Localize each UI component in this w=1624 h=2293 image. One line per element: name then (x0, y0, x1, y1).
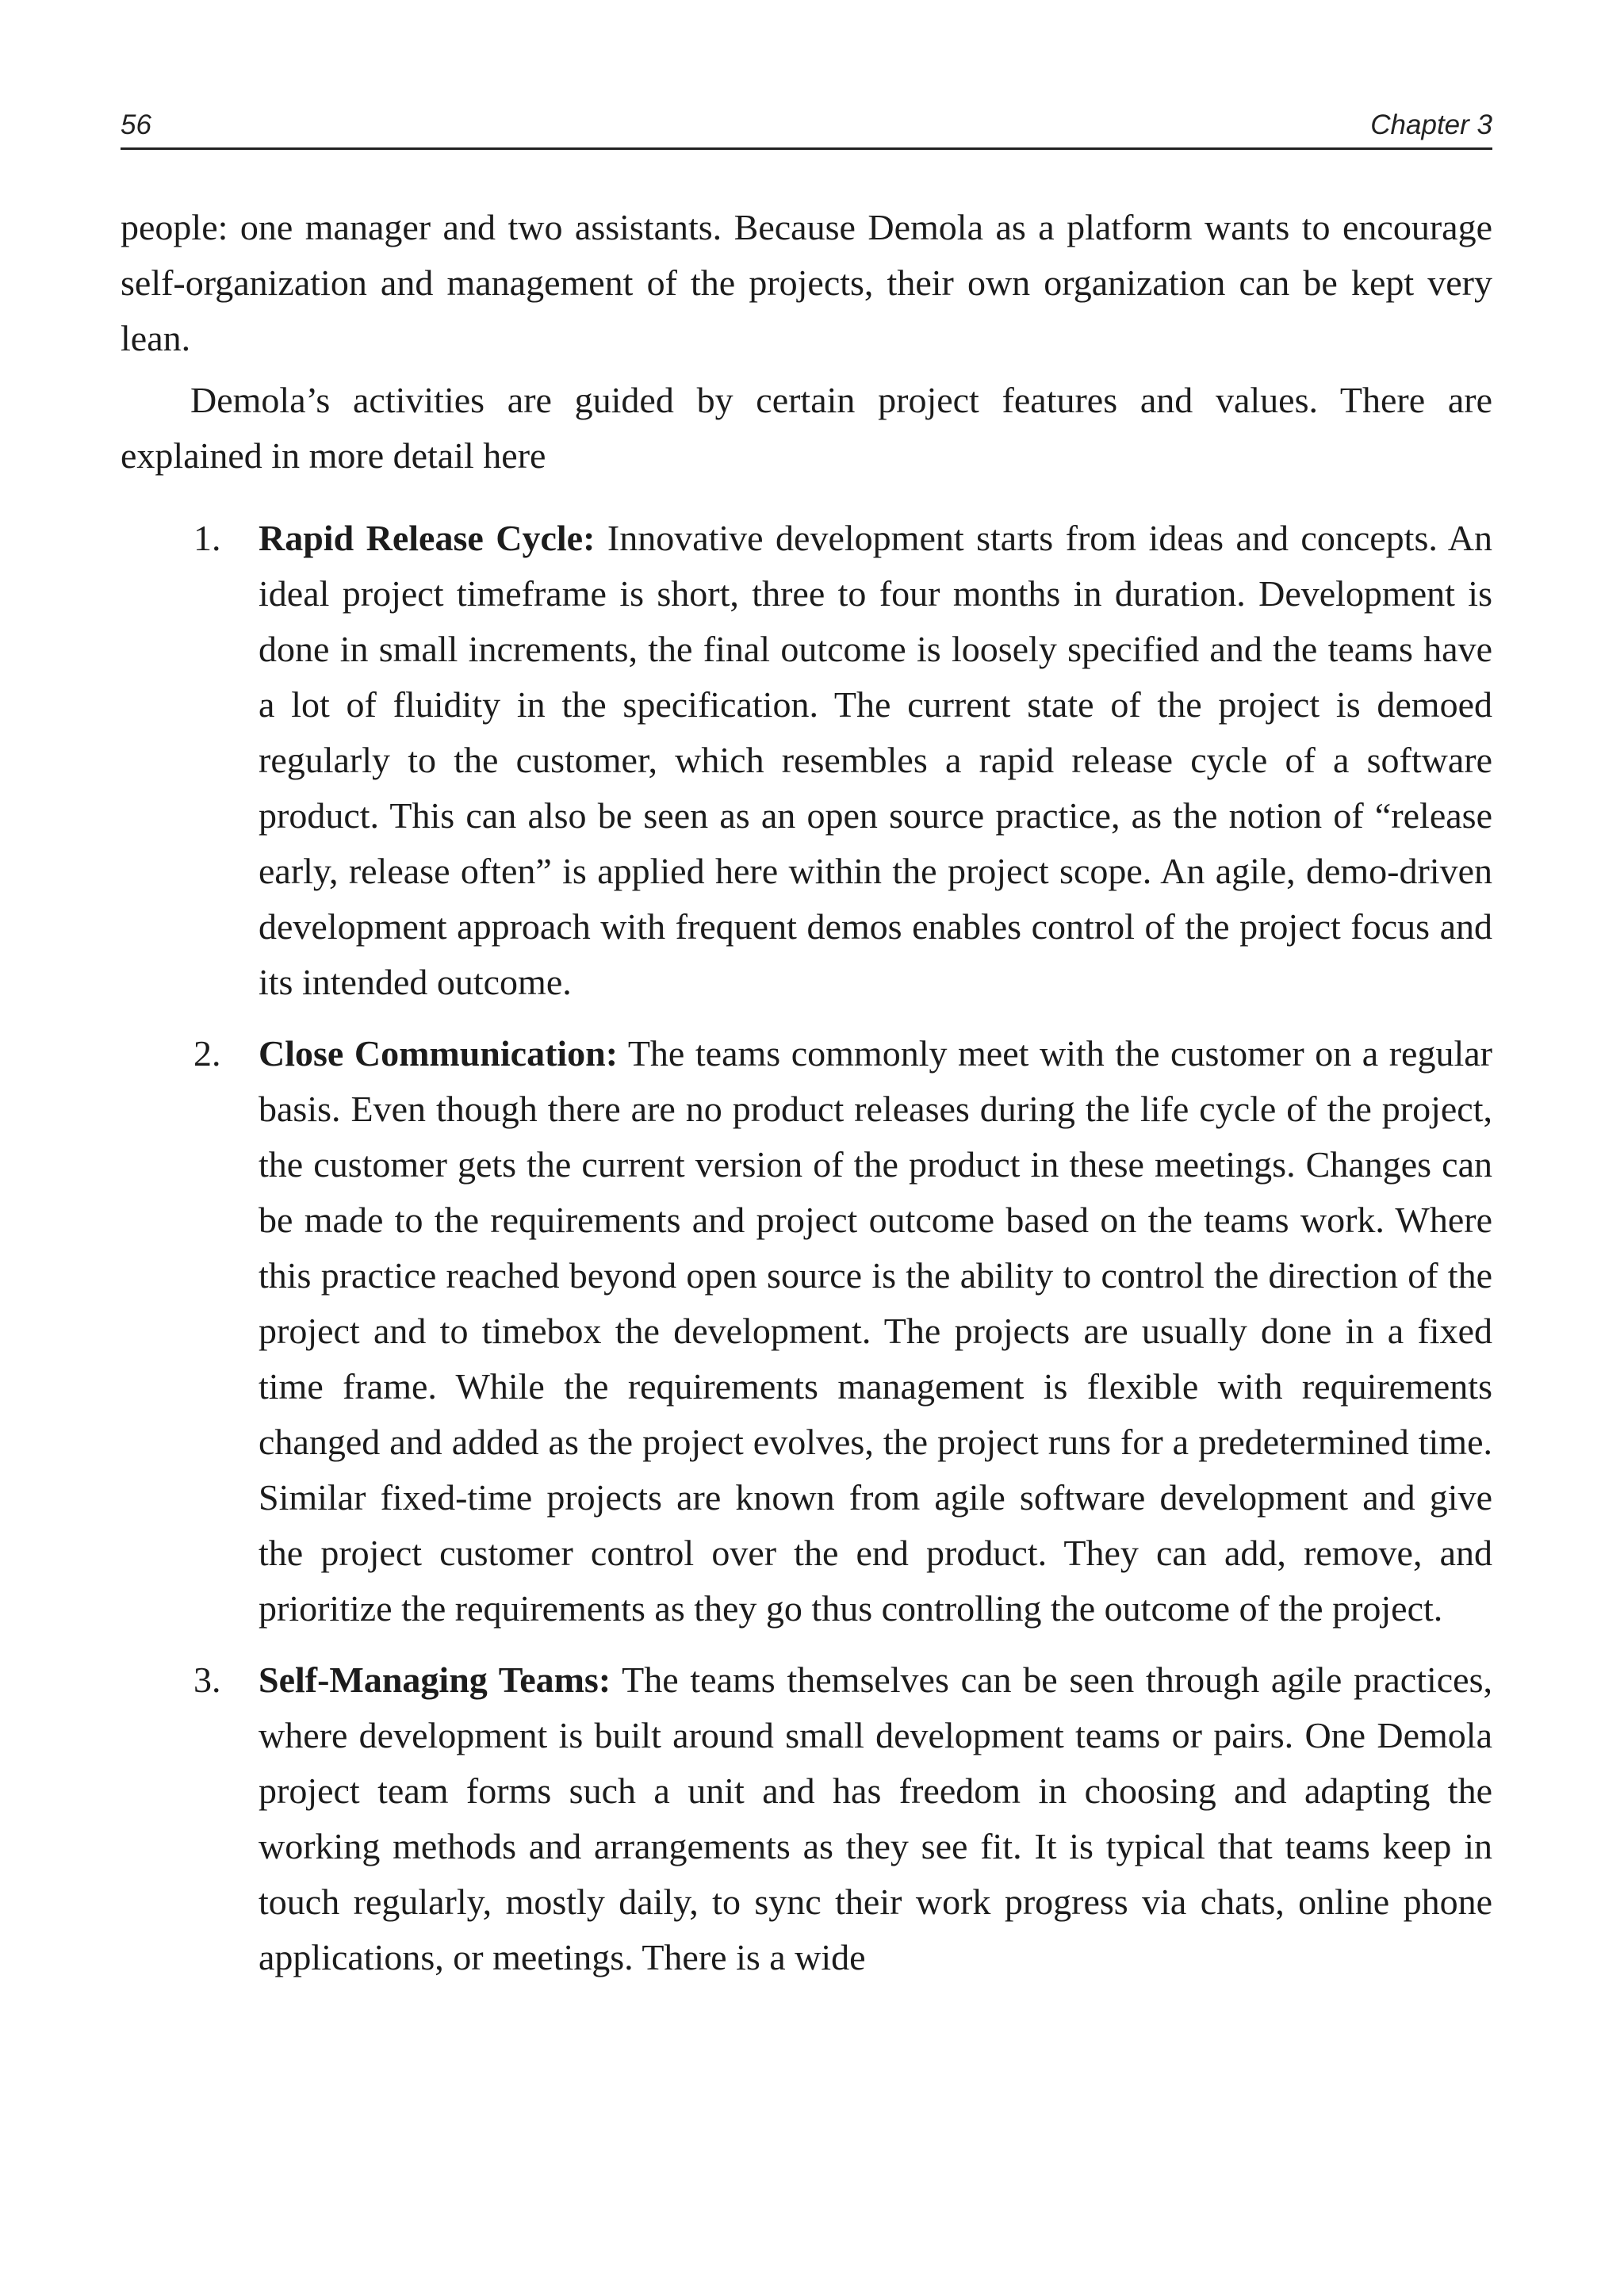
page-header (121, 108, 1492, 150)
list-item-text: The teams themselves can be seen through agile practices, where development is built around small development teams or pairs. One Demola project team forms such a unit and has freedom in choosing and adapting the working methods and arrangements as they see fit. It is typical that teams keep in touch regularly, mostly daily, to sync their work progress via chats, online phone applications, or meetings. There is a wide (259, 1659, 1492, 1977)
page-number: 56 (121, 109, 151, 140)
list-item-term: Self-Managing Teams: (259, 1659, 611, 1700)
feature-list (121, 511, 1492, 1985)
body-text (121, 200, 1492, 2001)
list-item-term: Rapid Release Cycle: (259, 518, 596, 558)
list-item-text: The teams commonly meet with the customer on a regular basis. Even though there are no product releases during the life cycle of the project, the customer gets the current version of the product in these meetings. Changes can be made to the requirements and project outcome based on the teams work. Where this practice reached beyond open source is the ability to control the direction of the project and to timebox the development. The projects are usually done in a fixed time frame. While the requirements management is flexible with requirements changed and added as the project evolves, the project runs for a predetermined time. Similar fixed-time projects are known from agile software development and give the project customer control over the end product. They can add, remove, and prioritize the requirements as they go thus controlling the outcome of the project. (259, 1033, 1492, 1629)
paragraph-intro: Demola’s activities are guided by certain project features and values. There are explained in more detail here (121, 380, 1492, 476)
list-item (121, 511, 1492, 1010)
list-item-number: 3. (193, 1659, 221, 1700)
paragraph-continuation: people: one manager and two assistants. Because Demola as a platform wants to encourage self-organization and management of the projects, their own organization can be kept very lean. (121, 207, 1492, 358)
list-item-text: Innovative development starts from ideas and concepts. An ideal project timeframe is short, three to four months in duration. Development is done in small increments, the final outcome is loosely specified and the teams have a lot of fluidity in the specification. The current state of the project is demoed regularly to the customer, which resembles a rapid release cycle of a software product. This can also be seen as an open source practice, as the notion of “release early, release often” is applied here within the project scope. An agile, demo-driven development approach with frequent demos enables control of the project focus and its intended outcome. (259, 518, 1492, 1002)
running-head: Chapter 3 (1370, 109, 1492, 140)
list-item (121, 1652, 1492, 1985)
list-item-term: Close Communication: (259, 1033, 619, 1074)
list-item-number: 1. (193, 518, 221, 558)
list-item (121, 1026, 1492, 1636)
list-item-number: 2. (193, 1033, 221, 1074)
